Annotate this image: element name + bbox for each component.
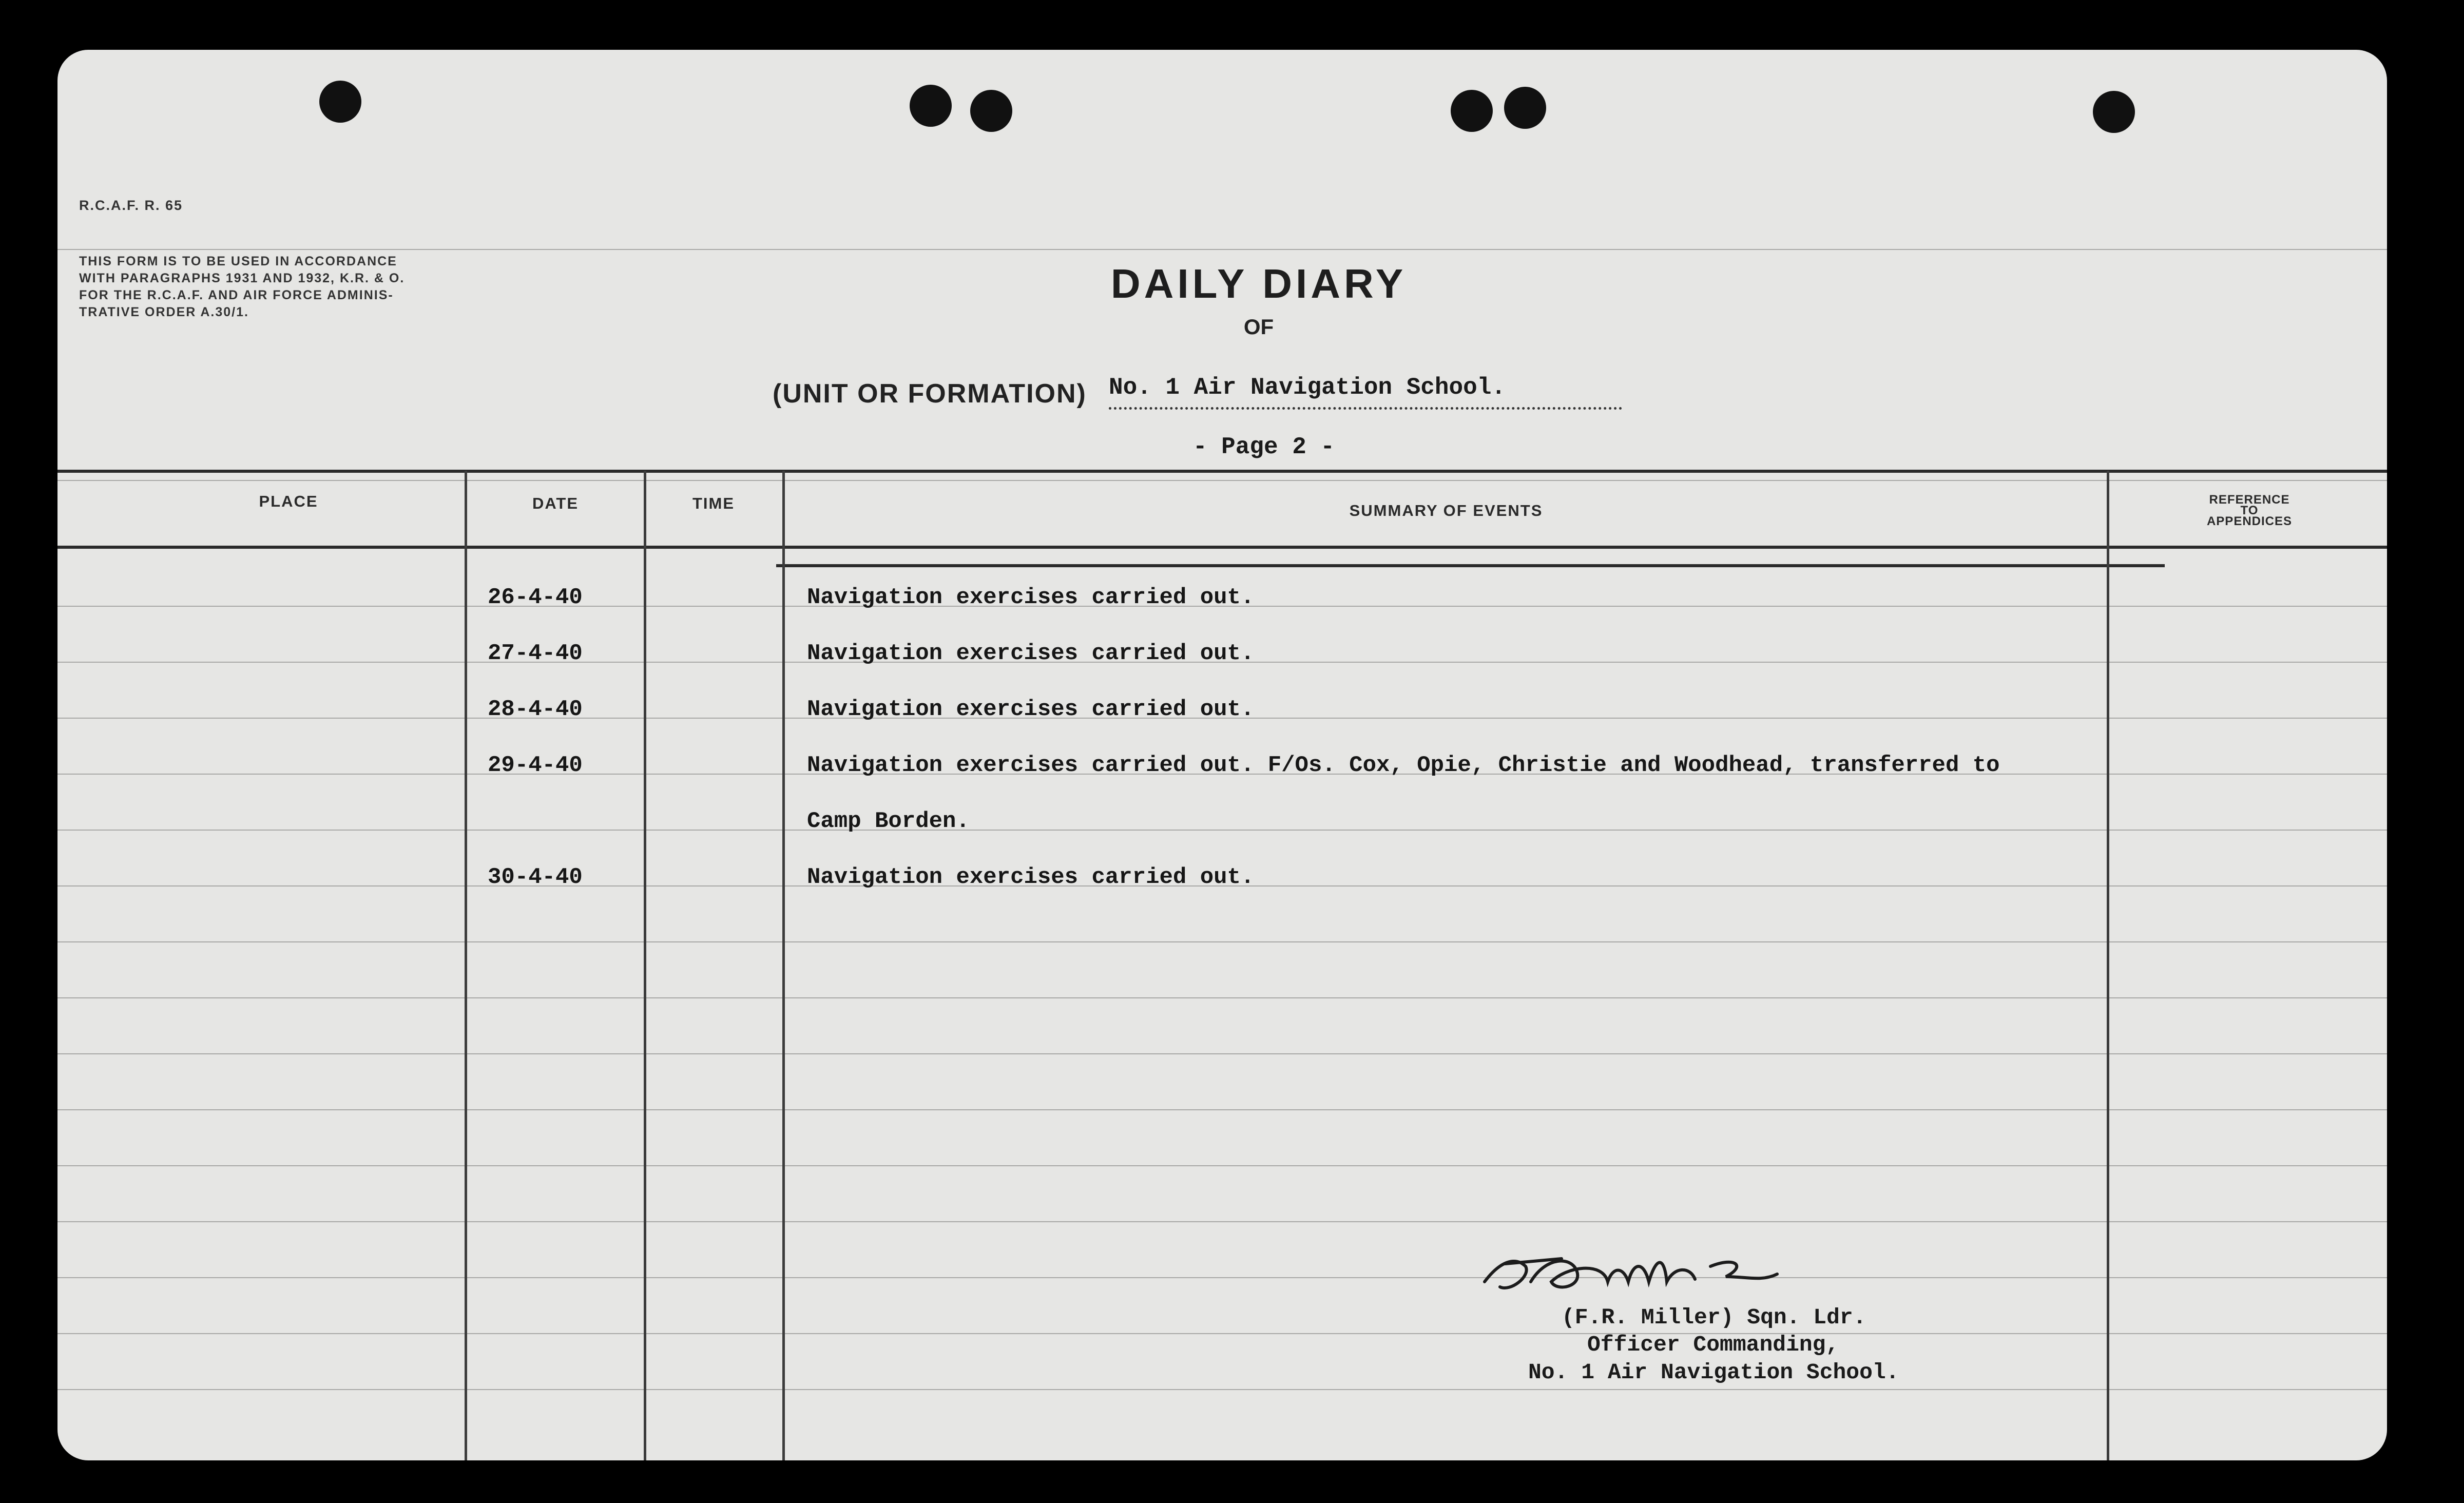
- page-title: DAILY DIARY: [1110, 261, 1407, 306]
- column-header-time: TIME: [692, 494, 735, 512]
- form-number: R.C.A.F. R. 65: [79, 198, 183, 213]
- column-divider: [465, 471, 467, 1460]
- instruction-line: TRATIVE ORDER A.30/1.: [79, 305, 249, 319]
- entry-date: 29-4-40: [488, 753, 583, 778]
- form-instructions: [79, 253, 521, 321]
- rule-line: [57, 1109, 2387, 1110]
- rule-line: [57, 830, 2387, 831]
- signatory-name: (F.R. Miller) Sqn. Ldr.: [1562, 1305, 1866, 1330]
- signatory-unit: No. 1 Air Navigation School.: [1528, 1360, 1899, 1385]
- punch-hole-icon: [970, 90, 1012, 132]
- header-bottom-border: [57, 546, 2387, 549]
- header-divider: [776, 564, 2165, 567]
- column-header-summary: SUMMARY OF EVENTS: [1349, 502, 1543, 519]
- rule-line: [57, 941, 2387, 942]
- entry-summary: Navigation exercises carried out.: [807, 641, 1255, 666]
- rule-line: [57, 1333, 2387, 1334]
- entry-summary: Navigation exercises carried out. F/Os. Cox, Opie, Christie and Woodhead, transferred to: [807, 753, 2000, 778]
- column-header-date: DATE: [532, 494, 579, 512]
- diary-page: [57, 50, 2387, 1460]
- rule-line: [57, 997, 2387, 998]
- rule-line: [57, 1165, 2387, 1166]
- unit-value: No. 1 Air Navigation School.: [1109, 374, 1622, 410]
- entry-summary: Navigation exercises carried out.: [807, 864, 1255, 890]
- table-top-border: [57, 470, 2387, 473]
- column-divider: [2107, 471, 2109, 1460]
- unit-label: (UNIT OR FORMATION): [773, 379, 1087, 409]
- rule-line: [57, 1389, 2387, 1390]
- punch-hole-icon: [1504, 87, 1546, 129]
- entry-date: 26-4-40: [488, 585, 583, 610]
- column-divider: [644, 471, 646, 1460]
- entry-date: 30-4-40: [488, 864, 583, 890]
- rule-line: [57, 1277, 2387, 1278]
- page-number: - Page 2 -: [1192, 434, 1335, 460]
- punch-hole-icon: [319, 81, 361, 123]
- entry-date: 28-4-40: [488, 697, 583, 722]
- entry-summary: Navigation exercises carried out.: [807, 585, 1255, 610]
- column-header-place: PLACE: [259, 492, 318, 510]
- entry-date: 27-4-40: [488, 641, 583, 666]
- instruction-line: WITH PARAGRAPHS 1931 AND 1932, K.R. & O.: [79, 271, 405, 285]
- instruction-line: FOR THE R.C.A.F. AND AIR FORCE ADMINIS-: [79, 288, 394, 302]
- punch-hole-icon: [2093, 91, 2135, 133]
- rule-line: [57, 1053, 2387, 1054]
- reference-header-line: TO: [2240, 504, 2259, 517]
- rule-line: [57, 1221, 2387, 1222]
- handwritten-signature: [1469, 1246, 1870, 1302]
- signatory-role: Officer Commanding,: [1587, 1332, 1839, 1357]
- entry-summary: Navigation exercises carried out.: [807, 697, 1255, 722]
- instruction-line: THIS FORM IS TO BE USED IN ACCORDANCE: [79, 254, 397, 268]
- entry-summary-continued: Camp Borden.: [807, 808, 970, 834]
- rule-line: [57, 249, 2387, 250]
- punch-hole-icon: [1451, 90, 1493, 132]
- rule-line: [57, 480, 2387, 481]
- column-header-reference: [2111, 494, 2387, 527]
- reference-header-line: REFERENCE: [2209, 493, 2290, 507]
- punch-hole-icon: [910, 85, 952, 127]
- of-label: OF: [1243, 315, 1274, 339]
- reference-header-line: APPENDICES: [2206, 514, 2293, 528]
- column-divider: [782, 471, 785, 1460]
